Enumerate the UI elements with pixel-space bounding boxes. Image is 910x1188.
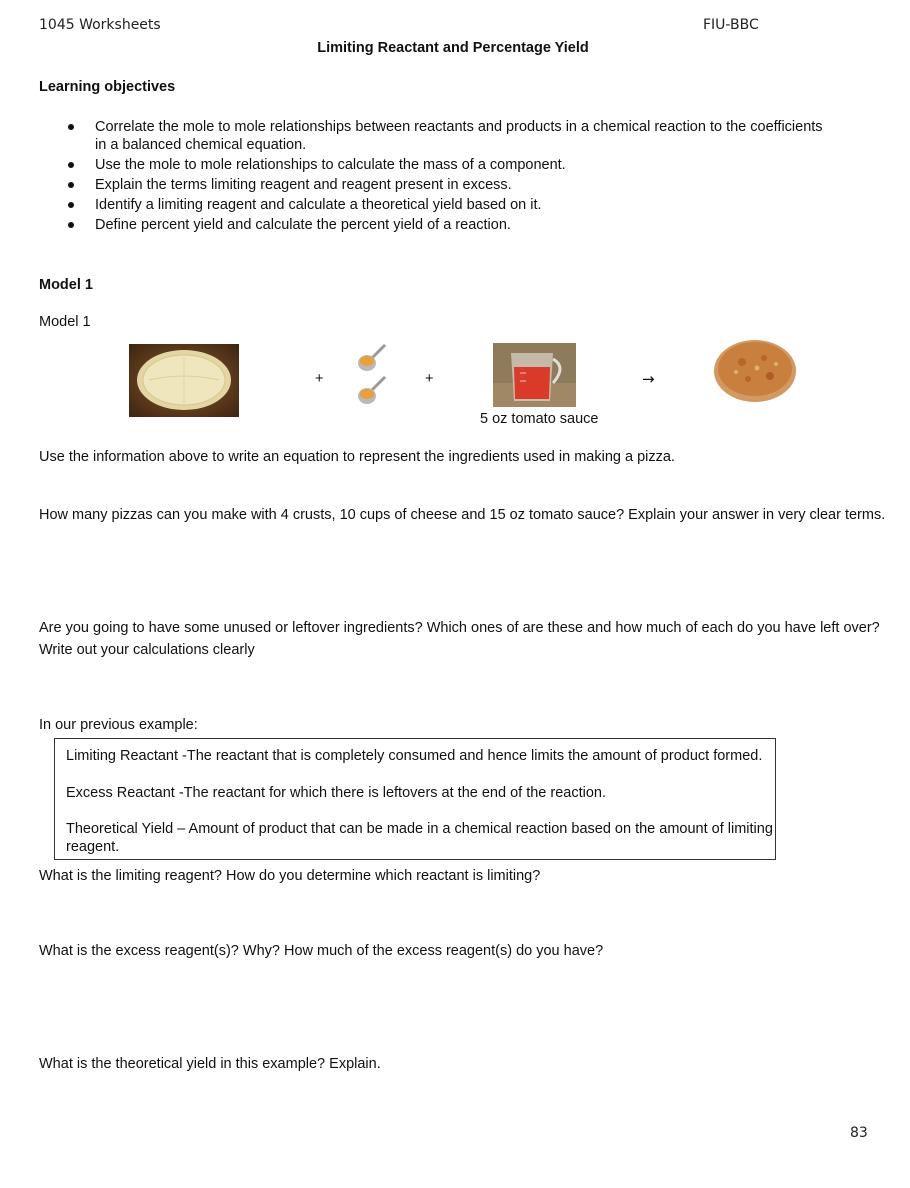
pizza-image xyxy=(712,334,798,404)
question-theoretical-yield: What is the theoretical yield in this example? Explain. xyxy=(39,1056,381,1072)
question-leftover-line2: Write out your calculations clearly xyxy=(39,642,255,658)
objectives-list xyxy=(39,118,829,236)
question-excess: What is the excess reagent(s)? Why? How much of the excess reagent(s) do you have? xyxy=(39,943,604,959)
question-limiting: What is the limiting reagent? How do you determine which reactant is limiting? xyxy=(39,868,541,884)
sauce-caption: 5 oz tomato sauce xyxy=(480,411,599,427)
objective-item: Identify a limiting reagent and calculate a theoretical yield based on it. xyxy=(39,196,829,214)
tomato-sauce-image xyxy=(493,343,576,407)
model-heading: Model 1 xyxy=(39,277,93,293)
definition-theoretical: Theoretical Yield – Amount of product that can be made in a chemical reaction based on the amount of limiting reagent. xyxy=(66,821,773,855)
objectives-heading: Learning objectives xyxy=(39,79,176,95)
question-equation: Use the information above to write an equation to represent the ingredients used in making a pizza. xyxy=(39,449,675,465)
header-left: 1045 Worksheets xyxy=(39,17,161,33)
objective-item: Explain the terms limiting reagent and reagent present in excess. xyxy=(39,176,829,194)
plus-sign: + xyxy=(425,371,434,387)
objective-item: Correlate the mole to mole relationships between reactants and products in a chemical reaction to the coefficients in a balanced chemical equation. xyxy=(39,118,829,154)
definitions-box xyxy=(54,738,776,860)
pizza-crust-image xyxy=(129,344,239,417)
definition-excess: Excess Reactant -The reactant for which there is leftovers at the end of the reaction. xyxy=(66,785,606,801)
model-subheading: Model 1 xyxy=(39,314,91,330)
page-title: Limiting Reactant and Percentage Yield xyxy=(317,40,589,56)
cheese-cups-image xyxy=(354,342,388,410)
question-pizza-count: How many pizzas can you make with 4 crusts, 10 cups of cheese and 15 oz tomato sauce? Explain your answer in very clear terms. xyxy=(39,507,886,523)
objective-item: Use the mole to mole relationships to calculate the mass of a component. xyxy=(39,156,829,174)
definition-limiting: Limiting Reactant -The reactant that is completely consumed and hence limits the amount of product formed. xyxy=(66,748,763,764)
arrow-icon: → xyxy=(642,370,655,388)
plus-sign: + xyxy=(315,371,324,387)
page-number: 83 xyxy=(850,1125,868,1141)
header-right: FIU-BBC xyxy=(703,17,759,33)
previous-example-label: In our previous example: xyxy=(39,717,198,733)
question-leftover-line1: Are you going to have some unused or leftover ingredients? Which ones of are these and how much of each do you have left over? xyxy=(39,620,880,636)
objective-item: Define percent yield and calculate the percent yield of a reaction. xyxy=(39,216,829,234)
